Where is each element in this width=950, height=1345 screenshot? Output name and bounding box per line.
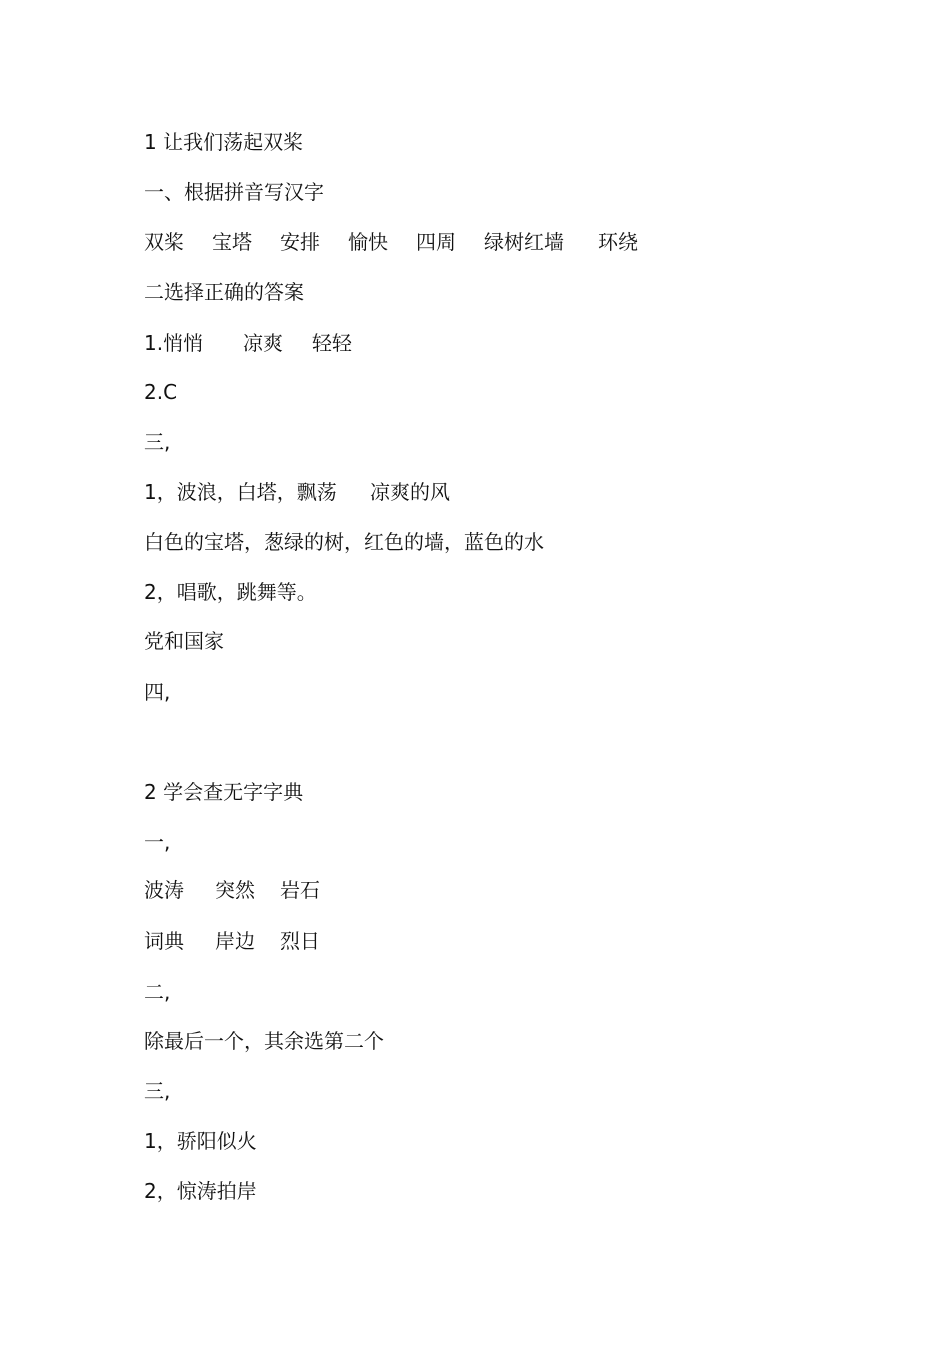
s2-q2-answer: 除最后一个，其余选第二个 bbox=[144, 1029, 384, 1053]
s1-q3-answer2: 2，唱歌，跳舞等。 bbox=[144, 580, 317, 604]
s2-q1-heading: 一, bbox=[144, 830, 171, 854]
word: 愉快 bbox=[348, 230, 388, 254]
answer-part: 1.悄悄 bbox=[144, 331, 204, 355]
s1-q4-heading: 四, bbox=[144, 680, 171, 704]
word: 烈日 bbox=[280, 929, 320, 953]
s1-q1-heading: 一、根据拼音写汉字 bbox=[144, 180, 324, 204]
word: 词典 bbox=[144, 929, 184, 953]
answer-part: 1，波浪，白塔，飘荡 bbox=[144, 480, 337, 504]
s2-q3-answer2: 2，惊涛拍岸 bbox=[144, 1179, 257, 1203]
s1-q2-answer2: 2.C bbox=[144, 380, 178, 404]
answer-part: 轻轻 bbox=[312, 331, 352, 355]
lesson-1-title: 1 让我们荡起双桨 bbox=[144, 130, 304, 154]
word: 双桨 bbox=[144, 230, 184, 254]
word: 突然 bbox=[215, 878, 255, 902]
answer-part: 凉爽的风 bbox=[370, 480, 450, 504]
s2-q3-heading: 三, bbox=[144, 1079, 171, 1103]
lesson-2-title: 2 学会查无字字典 bbox=[144, 780, 304, 804]
word: 岸边 bbox=[215, 929, 255, 953]
s2-q3-answer1: 1，骄阳似火 bbox=[144, 1129, 257, 1153]
word: 岩石 bbox=[280, 878, 320, 902]
answer-part: 凉爽 bbox=[243, 331, 283, 355]
word: 绿树红墙 bbox=[484, 230, 564, 254]
s2-q2-heading: 二, bbox=[144, 980, 171, 1004]
word: 四周 bbox=[416, 230, 456, 254]
word: 环绕 bbox=[598, 230, 638, 254]
word: 波涛 bbox=[144, 878, 184, 902]
word: 安排 bbox=[280, 230, 320, 254]
word: 宝塔 bbox=[212, 230, 252, 254]
s1-q3-heading: 三, bbox=[144, 430, 171, 454]
s1-q2-heading: 二选择正确的答案 bbox=[144, 280, 304, 304]
s1-q3-answer2-cont: 党和国家 bbox=[144, 629, 224, 653]
s1-q3-answer1-cont: 白色的宝塔，葱绿的树，红色的墙，蓝色的水 bbox=[144, 530, 544, 554]
